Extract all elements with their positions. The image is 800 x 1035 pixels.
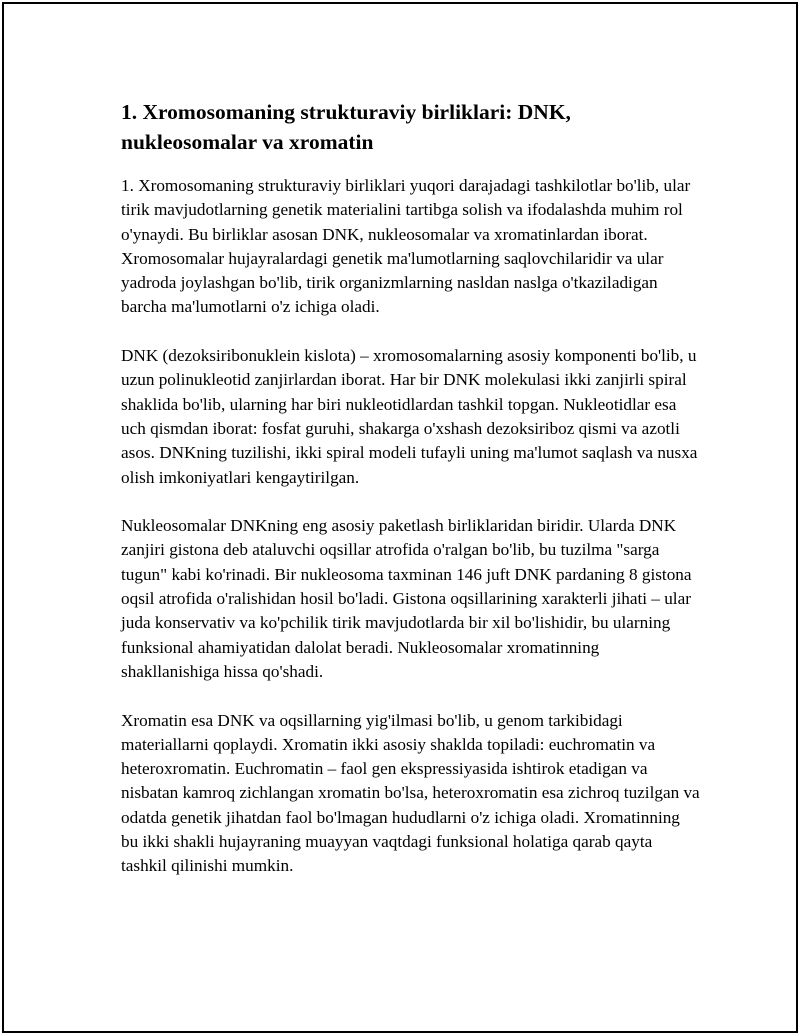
paragraph-chromatin: Xromatin esa DNK va oqsillarning yig'ilmasi bo'lib, u genom tarkibidagi materiallarni qoplaydi. Xromatin ikki asosiy shaklda topiladi: euchromatin va heteroxromatin. Euchromatin – faol gen ekspressiyasida ishtirok etadigan va nisbatan kamroq zichlangan xromatin bo'lsa, heteroxromatin esa zichroq tuzilgan va odatda genetik jihatdan faol bo'lmagan hududlarni o'z ichiga oladi. Xromatinning bu ikki shakli hujayraning muayyan vaqtdagi funksional holatiga qarab qayta tashkil qilinishi mumkin. (121, 710, 700, 876)
section-heading: 1. Xromosomaning strukturaviy birliklari: DNK, nukleosomalar va xromatin (121, 100, 571, 154)
paragraph-nucleosomes: Nukleosomalar DNKning eng asosiy paketlash birliklaridan biridir. Ularda DNK zanjiri gistona deb ataluvchi oqsillar atrofida o'ralgan bo'lib, bu tuzilma "sarga tugun" kabi ko'rinadi. Bir nukleosoma taxminan 146 juft DNK pardaning 8 gistona oqsil atrofida o'ralishidan hosil bo'ladi. Gistona oqsillarining xarakterli jihati – ular juda konservativ va ko'pchilik tirik mavjudotlarda bir xil bo'lishidir, bu ularning funksional ahamiyatidan dalolat beradi. Nukleosomalar xromatinning shakllanishiga hissa qo'shadi. (121, 516, 692, 681)
paragraph-dna: DNK (dezoksiribonuklein kislota) – xromosomalarning asosiy komponenti bo'lib, u uzun polinukleotid zanjirlardan iborat. Har bir DNK molekulasi ikki zanjirli spiral shaklida bo'lib, ularning har biri nukleotidlardan tashkil topgan. Nukleotidlar esa uch qismdan iborat: fosfat guruhi, shakarga o'xshash dezoksiriboz qismi va azotli asos. DNKning tuzilishi, ikki spiral modeli tufayli uning ma'lumot saqlash va nusxa olish imkoniyatlari kengaytirilgan. (121, 346, 698, 487)
paragraph-intro: 1. Xromosomaning strukturaviy birliklari yuqori darajadagi tashkilotlar bo'lib, ular tirik mavjudotlarning genetik materialini tartibga solish va ifodalashda muhim rol o'ynaydi. Bu birliklar asosan DNK, nukleosomalar va xromatinlardan iborat. Xromosomalar hujayralardagi genetik ma'lumotlarning saqlovchilaridir va ular yadroda joylashgan bo'lib, tirik organizmlarning nasldan naslga o'tkaziladigan barcha ma'lumotlarni o'z ichiga oladi. (121, 176, 691, 317)
page-frame (2, 2, 798, 1033)
document-body (121, 97, 701, 903)
